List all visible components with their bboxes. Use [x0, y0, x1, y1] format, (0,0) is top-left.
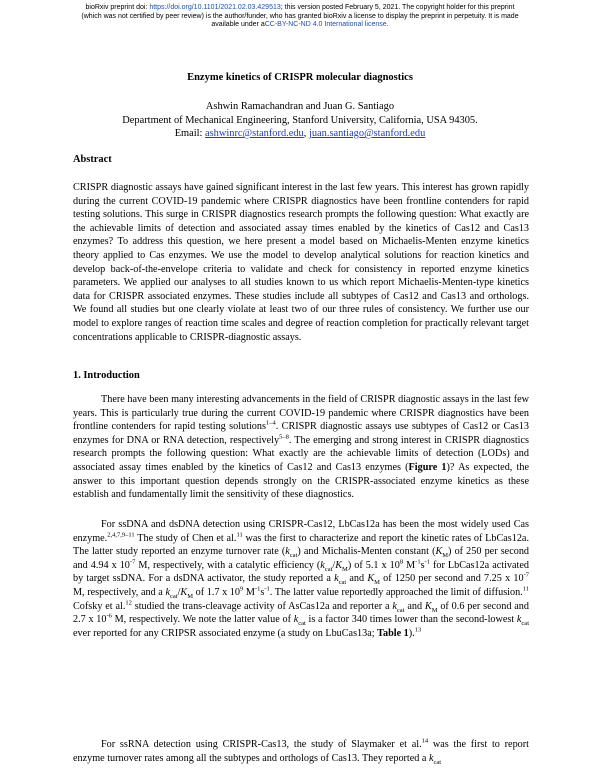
- author-names: Ashwin Ramachandran and Juan G. Santiago: [205, 101, 395, 112]
- intro-paragraph-1: There have been many interesting advancements in the field of CRISPR diagnostic assays in the last few years. This is particularly true during the current COVID-19 pandemic where CRISPR diagnostics have been frontline contenders for rapid testing solutions$^{1-4}$. CRISPR diagnostic assays use subtypes of Cas12 or Cas13 enzymes for DNA or RNA detection, respectively$^{5-8}$. The emerging and strong interest in CRISPR diagnostics research prompts the following question: What exactly are the achievable limits of detection (LODs) and associated assay times enabled by the kinetics of Cas12 and Cas13 enzymes (Figure 1)? As expected, the answer to this important question depends strongly on the CRISPR-associated enzyme kinetics as these establish and fundamentally limit the sensitivity of these diagnostics.: [73, 394, 529, 501]
- author-block: [60, 100, 540, 141]
- table-1-reference[interactable]: Table 1: [377, 627, 409, 639]
- email-link-ashwinrc[interactable]: ashwinrc@stanford.edu: [205, 128, 304, 139]
- introduction-heading: 1. Introduction: [73, 370, 140, 381]
- preprint-notice-line-1: bioRxiv preprint doi: https://doi.org/10.1101/2021.02.03.429513; this version posted February 5, 2021. The copyright holder for this preprint: [85, 4, 515, 11]
- paper-title: Enzyme kinetics of CRISPR molecular diagnostics: [187, 72, 413, 83]
- preprint-notice-line-2: (which was not certified by peer review) is the author/funder, who has granted bioRxiv a license to display the preprint in perpetuity. It is made: [81, 12, 519, 20]
- figure-1-reference[interactable]: Figure 1: [408, 461, 447, 473]
- preprint-notice: [78, 4, 522, 30]
- license-link[interactable]: CC-BY-NC-ND 4.0 International license: [264, 21, 387, 29]
- doi-link[interactable]: https://doi.org/10.1101/2021.02.03.429513: [149, 4, 281, 11]
- author-affiliation: Department of Mechanical Engineering, Stanford University, California, USA 94305.: [122, 114, 478, 126]
- email-link-santiago[interactable]: juan.santiago@stanford.edu: [308, 128, 426, 139]
- preprint-notice-line-3: available under aCC-BY-NC-ND 4.0 International license.: [211, 21, 389, 29]
- intro-paragraph-2: For ssDNA and dsDNA detection using CRISPR-Cas12, LbCas12a has been the most widely used Cas enzyme.$^{2,4,7,9-11}$ The study of Chen et al.$^{11}$ was the first to characterize and report the kinetic rates of LbCas12a. The latter study reported an enzyme turnover rate $(k_{cat})$ and Michalis-Menten constant $(K_M)$ of 250 per second and 4.94 x $10^{-7}$ M, respectively, with a catalytic efficiency $(k_{cat}/K_M)$ of 5.1 x $10^8$ $M^{-1}s^{-1}$ for LbCas12a activated by target ssDNA. For a dsDNA activator, the study reported a $k_{cat}$ and $K_M$ of 1250 per second and 7.25 x $10^{-7}$ M, respectively, and a $k_{cat}/K_M$ of 1.7 x $10^9$ $M^{-1}s^{-1}$. The latter value reportedly approached the limit of diffusion.$^{11}$ Cofsky et al.$^{12}$ studied the trans-cleavage activity of AsCas12a and reporter a $k_{cat}$ and $K_M$ of 0.6 per second and 2.7 x $10^{-6}$ M, respectively. We note the latter value of $k_{cat}$ is a factor 340 times lower than the second-lowest $k_{cat}$ ever reported for any CRIPSR associated enzyme (a study on LbuCas13a; Table 1).$^{13}$: [73, 519, 530, 639]
- abstract-text: CRISPR diagnostic assays have gained significant interest in the last few years. This interest has grown rapidly during the current COVID-19 pandemic where CRISPR diagnostics have been frontline contenders for rapid testing solutions. This surge in CRISPR diagnostics research prompts the following question: What exactly are the achievable limits of detection and associated assay times enabled by the kinetics of Cas12 and Cas13 enzymes? To address this question, we here present a model based on Michaelis-Menten enzyme kinetics theory applied to Cas enzymes. We use the model to develop analytical solutions for reaction kinetics and develop back-of-the-envelope criteria to validate and check for consistency in reported enzyme kinetics parameters. We applied our analyses to all studies known to us which report Michaelis-Menten-type kinetics data for CRISPR associated enzymes. These studies include all subtypes of Cas12 and Cas13 and orthologs. We found all studies but one clearly violate at least two of our three rules of consistency. We further use our model to explore ranges of reaction time scales and degree of reaction completion for practically relevant target concentrations applicable to CRISPR-diagnostic assays.: [73, 182, 529, 343]
- abstract-heading: Abstract: [73, 154, 112, 165]
- author-emails: Email: ashwinrc@stanford.edu, juan.santiago@stanford.edu: [174, 128, 426, 139]
- intro-paragraph-3: For ssRNA detection using CRISPR-Cas13, the study of Slaymaker et al.$^{14}$ was the first to report enzyme turnover rates among all the subtypes and orthologs of Cas13. They reported a $k_{cat}$: [73, 737, 529, 766]
